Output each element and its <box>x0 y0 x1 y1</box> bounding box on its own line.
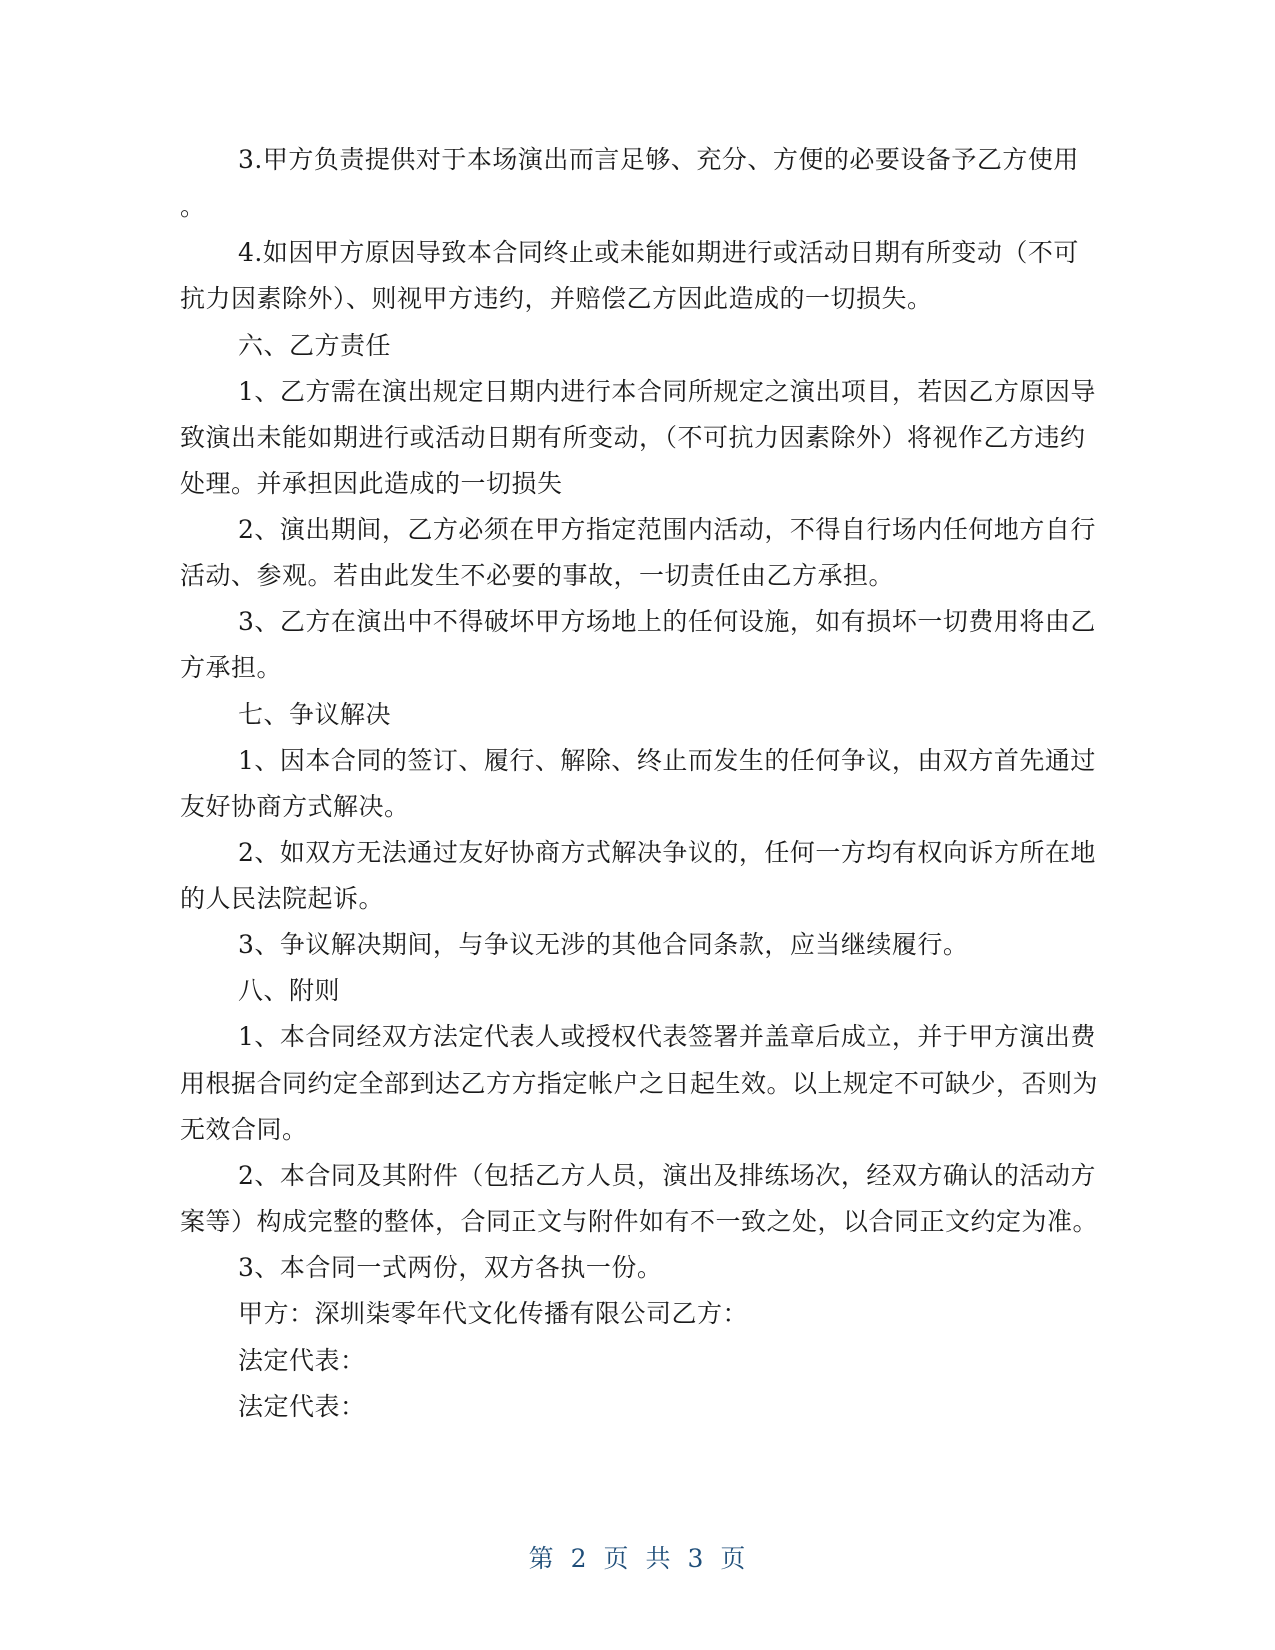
text-line: 2、本合同及其附件（包括乙方人员，演出及排练场次，经双方确认的活动方 <box>238 1161 1096 1190</box>
section-heading: 八、附则 <box>238 976 341 1005</box>
text-line: 无效合同。 <box>180 1115 308 1144</box>
signature-party-line: 甲方：深圳柒零年代文化传播有限公司乙方： <box>238 1299 749 1328</box>
text-line: 2、演出期间，乙方必须在甲方指定范围内活动，不得自行场内任何地方自行 <box>238 515 1096 544</box>
page-footer <box>0 1539 1275 1575</box>
text-line: 方承担。 <box>180 653 283 682</box>
text-line: 抗力因素除外）、则视甲方违约，并赔偿乙方因此造成的一切损失。 <box>180 284 933 313</box>
text-line: 案等）构成完整的整体，合同正文与附件如有不一致之处，以合同正文约定为准。 <box>180 1207 1099 1236</box>
text-line: 处理。并承担因此造成的一切损失 <box>180 469 563 498</box>
signature-representative-line: 法定代表： <box>238 1392 366 1421</box>
text-line: 1、本合同经双方法定代表人或授权代表签署并盖章后成立，并于甲方演出费 <box>238 1022 1096 1051</box>
text-line: 1、乙方需在演出规定日期内进行本合同所规定之演出项目，若因乙方原因导 <box>238 377 1096 406</box>
text-line: 活动、参观。若由此发生不必要的事故，一切责任由乙方承担。 <box>180 561 895 590</box>
text-line: 的人民法院起诉。 <box>180 884 385 913</box>
section-heading: 七、争议解决 <box>238 700 392 729</box>
signature-representative-line: 法定代表： <box>238 1346 366 1375</box>
text-line: 4.如因甲方原因导致本合同终止或未能如期进行或活动日期有所变动（不可 <box>238 238 1079 267</box>
text-line: 3、争议解决期间，与争议无涉的其他合同条款，应当继续履行。 <box>238 930 969 959</box>
text-line: 用根据合同约定全部到达乙方方指定帐户之日起生效。以上规定不可缺少，否则为 <box>180 1069 1099 1098</box>
footer-prefix: 第 <box>528 1544 555 1573</box>
section-heading: 六、乙方责任 <box>238 331 392 360</box>
footer-suffix: 页 <box>720 1544 747 1573</box>
text-line: 3.甲方负责提供对于本场演出而言足够、充分、方便的必要设备予乙方使用 <box>238 145 1079 174</box>
text-line: 友好协商方式解决。 <box>180 792 410 821</box>
footer-total-word: 共 <box>645 1544 672 1573</box>
footer-total-pages: 3 <box>687 1544 705 1573</box>
text-line: 致演出未能如期进行或活动日期有所变动，（不可抗力因素除外）将视作乙方违约 <box>180 423 1086 452</box>
text-line: 2、如双方无法通过友好协商方式解决争议的，任何一方均有权向诉方所在地 <box>238 838 1096 867</box>
text-line: 3、本合同一式两份，双方各执一份。 <box>238 1253 663 1282</box>
footer-page-word: 页 <box>603 1544 630 1573</box>
text-line: 。 <box>180 192 206 221</box>
text-line: 3、乙方在演出中不得破坏甲方场地上的任何设施，如有损坏一切费用将由乙 <box>238 607 1096 636</box>
footer-page-number: 2 <box>570 1544 588 1573</box>
text-line: 1、因本合同的签订、履行、解除、终止而发生的任何争议，由双方首先通过 <box>238 746 1096 775</box>
